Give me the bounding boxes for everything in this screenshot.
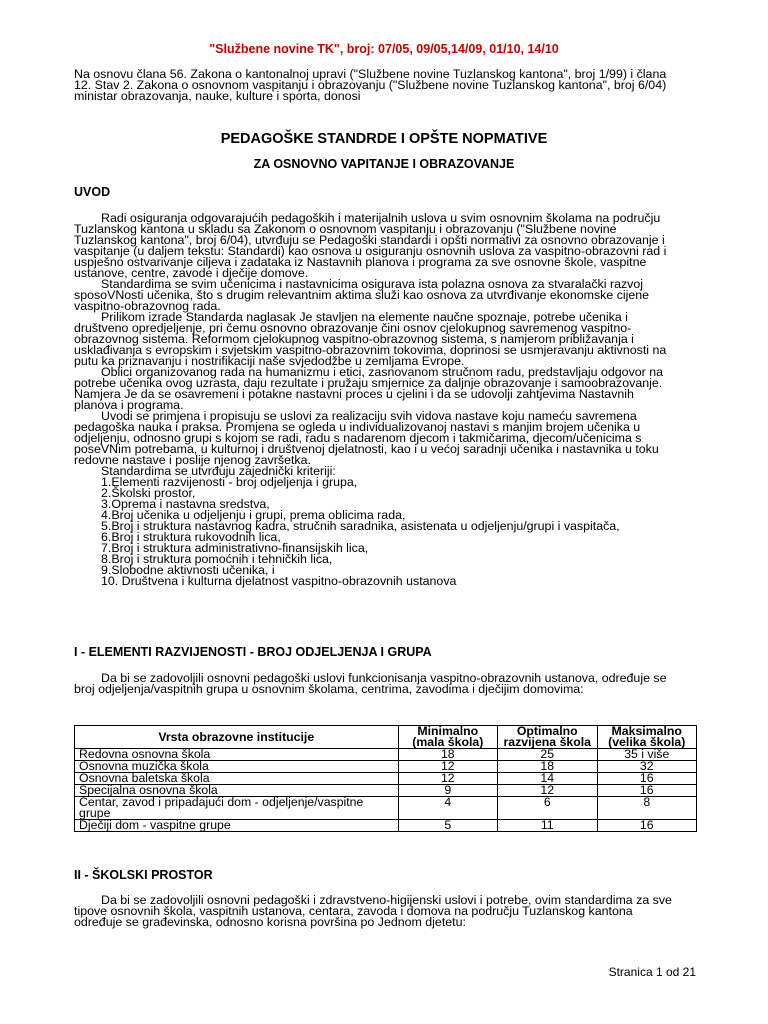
- document-subtitle: ZA OSNOVNO VAPITANJE I OBRAZOVANJE: [253, 157, 515, 171]
- text-line: tipove osnovnih škola, vaspitnih ustanova, centara, zavoda i domova na području Tuzlanskog kantona: [74, 904, 633, 918]
- text-line: 10. Društvena i kulturna djelatnost vaspitno-obrazovnih ustanova: [101, 574, 457, 588]
- text-line: redovne nastave i poslije njenog završetka.: [74, 453, 311, 467]
- section-2-body: [74, 895, 697, 928]
- institution-table: [74, 725, 697, 832]
- text-line: 5.Broj i struktura nastavnog kadra, stručnih saradnika, asistenata u odjeljenju/grupi i vaspitača,: [101, 519, 620, 533]
- document-title: PEDAGOŠKE STANDRDE I OPŠTE NOPMATIVE: [220, 131, 548, 147]
- uvod-heading: UVOD: [74, 185, 111, 199]
- institution-type-cell: Osnovna muzička škola: [75, 761, 399, 773]
- text-line: 2.Školski prostor,: [101, 486, 196, 500]
- text-line: Tuzlanskog kantona", broj 6/04), utvrđuju se Pedagoški standardi i opšti normativi za osnovno obrazovanje i: [74, 233, 665, 247]
- text-line: Oblici organizovanog rada na humanizmu i etici, zasnovanom stručnom radu, predstavljaju odgovor na: [101, 365, 664, 379]
- value-cell: 35 i više: [597, 749, 697, 761]
- value-cell: 6: [498, 797, 597, 820]
- institution-type-cell: Centar, zavod i pripadajući dom - odjeljenje/vaspitne grupe: [75, 797, 399, 820]
- text-line: Radi osiguranja odgovarajućih pedagoških i materijalnih uslova u svim osnovnim školama na području: [101, 211, 661, 225]
- column-header: Maksimalno (velika škola): [597, 726, 697, 749]
- text-line: pedagoška nauka i praksa. Promjena se ogleda u individualizovanoj nastavi s manjim brojem učenika u: [74, 420, 641, 434]
- text-line: planova i programa.: [74, 398, 184, 412]
- section-1-body: [74, 673, 697, 695]
- text-line: društveno opredjeljenje, pri čemu osnovno obrazovanje čini osnov cjelokupnog savremenog vaspitno-: [74, 321, 632, 335]
- table-row: [75, 820, 697, 832]
- text-line: 1.Elementi razvijenosti - broj odjeljenja i grupa,: [101, 475, 358, 489]
- value-cell: 4: [398, 797, 497, 820]
- text-line: Prilikom izrade Standarda naglasak Je stavljen na elemente naučne spoznaje, potrebe učenika i: [101, 310, 628, 324]
- page-number: Stranica 1 od 21: [608, 965, 696, 979]
- text-line: 12. Stav 2. Zakona o osnovnom vaspitanju i obrazovanju ("Službene novine Tuzlanskog kantona", broj 6/04): [74, 78, 667, 92]
- text-line: vaspitno-obrazovnog rada.: [74, 299, 221, 313]
- value-cell: 12: [398, 761, 497, 773]
- column-header: Vrsta obrazovne institucije: [75, 726, 399, 749]
- text-line: usklađivanja s evropskim i svjetskim vaspitno-obrazovnim tokovima, doprinosi se usmjeravanju aktivnosti na: [74, 343, 667, 357]
- uvod-body: [74, 213, 697, 587]
- text-line: uspješno ostvarivanje ciljeva i zadataka iz Nastavnih planova i programa za sve osnovne škole, vaspitne: [74, 255, 647, 269]
- text-line: Da bi se zadovoljili osnovni pedagoški uslovi funkcionisanja vaspitno-obrazovnih ustanova, određuje se: [101, 671, 667, 685]
- value-cell: 14: [498, 773, 597, 785]
- text-line: Standardima se utvrđuju zajednički kriteriji:: [101, 464, 336, 478]
- text-line: 7.Broj i struktura administrativno-finansijskih lica,: [101, 541, 369, 555]
- text-line: 4.Broj učenika u odjeljenju i grupi, prema oblicima rada,: [101, 508, 406, 522]
- text-line: ustanove, centre, zavode i dječije domove.: [74, 266, 309, 280]
- value-cell: 12: [498, 785, 597, 797]
- value-cell: 16: [597, 820, 697, 832]
- value-cell: 25: [498, 749, 597, 761]
- text-line: Namjera Je da se osavremeni i potakne nastavni proces u cjelini i da se udovolji zahtjevima Nastavnih: [74, 387, 634, 401]
- text-line: potrebe učenika ovog uzrasta, daju rezultate i pružaju smjernice za daljnje obrazovanje i samoobrazovanje.: [74, 376, 663, 390]
- section-2-heading: II - ŠKOLSKI PROSTOR: [74, 868, 213, 882]
- value-cell: 16: [597, 785, 697, 797]
- table-row: [75, 797, 697, 820]
- institution-type-cell: Osnovna baletska škola: [75, 773, 399, 785]
- text-line: Standardima se svim učenicima i nastavnicima osigurava ista polazna osnova za stvaralački razvoj: [101, 277, 643, 291]
- value-cell: 16: [597, 773, 697, 785]
- text-line: Uvodi se primjena i propisuju se uslovi za realizaciju svih vidova nastave koju nameću savremena: [101, 409, 637, 423]
- text-line: 9.Slobodne aktivnosti učenika, i: [101, 563, 275, 577]
- institution-type-cell: Dječiji dom - vaspitne grupe: [75, 820, 399, 832]
- text-line: Da bi se zadovoljili osnovni pedagoški i zdravstveno-higijenski uslovi i potrebe, ovim standardima za sve: [101, 893, 672, 907]
- value-cell: 18: [498, 761, 597, 773]
- institution-type-cell: Specijalna osnovna škola: [75, 785, 399, 797]
- text-line: vaspitanje (u daljem tekstu: Standardi) kao osnova u osiguranju osnovnih uslova za vaspitno-obrazovni rad i: [74, 244, 667, 258]
- intro-paragraph: [74, 69, 697, 102]
- column-header: Optimalno razvijena škola: [498, 726, 597, 749]
- text-line: 3.Oprema i nastavna sredstva,: [101, 497, 270, 511]
- text-line: sposoVNosti učenika, što s drugim relevantnim aktima služi kao osnova za utvrđivanje ekonomske cijene: [74, 288, 650, 302]
- text-line: poseVNim potrebama, u kulturnoj i društvenoj djelatnosti, kao i u većoj saradnji učenika i nastavnika u toku: [74, 442, 659, 456]
- value-cell: 9: [398, 785, 497, 797]
- text-line: putu ka priznavanju i nostrifikaciji naše svjedodžbe u zemljama Evrope.: [74, 354, 465, 368]
- value-cell: 5: [398, 820, 497, 832]
- text-line: Na osnovu člana 56. Zakona o kantonalnoj upravi ("Službene novine Tuzlanskog kantona", broj 1/99) i člana: [74, 67, 667, 81]
- text-line: obrazovnog sistema. Reformom cjelokupnog vaspitno-obrazovnog sistema, s namjerom približavanja i: [74, 332, 634, 346]
- value-cell: 11: [498, 820, 597, 832]
- text-line: ministar obrazovanja, nauke, kulture i sporta, donosi: [74, 89, 361, 103]
- text-line: 8.Broj i struktura pomoćnih i tehničkih lica,: [101, 552, 333, 566]
- text-line: broj odjeljenja/vaspitnih grupa u osnovnim školama, centrima, zavodima i dječijim domovima:: [74, 682, 584, 696]
- value-cell: 32: [597, 761, 697, 773]
- gazette-reference: "Službene novine TK", broj: 07/05, 09/05,14/09, 01/10, 14/10: [209, 42, 559, 56]
- value-cell: 8: [597, 797, 697, 820]
- institution-type-cell: Redovna osnovna škola: [75, 749, 399, 761]
- text-line: određuje se građevinska, odnosno korisna površina po Jednom djetetu:: [74, 915, 466, 929]
- column-header: Minimalno (mala škola): [398, 726, 497, 749]
- value-cell: 12: [398, 773, 497, 785]
- section-1-heading: I - ELEMENTI RAZVIJENOSTI - BROJ ODJELJENJA I GRUPA: [74, 645, 432, 659]
- text-line: 6.Broj i struktura rukovodnih lica,: [101, 530, 281, 544]
- text-line: Tuzlanskog kantona u skladu sa Zakonom o osnovnom vaspitanju i obrazovanju ("Službene novine: [74, 222, 617, 236]
- value-cell: 18: [398, 749, 497, 761]
- text-line: odjeljenju, odnosno grupi s kojom se radi, radu s nadarenom djecom i takmičarima, djecom/učenicima s: [74, 431, 642, 445]
- table-header-row: [75, 726, 697, 749]
